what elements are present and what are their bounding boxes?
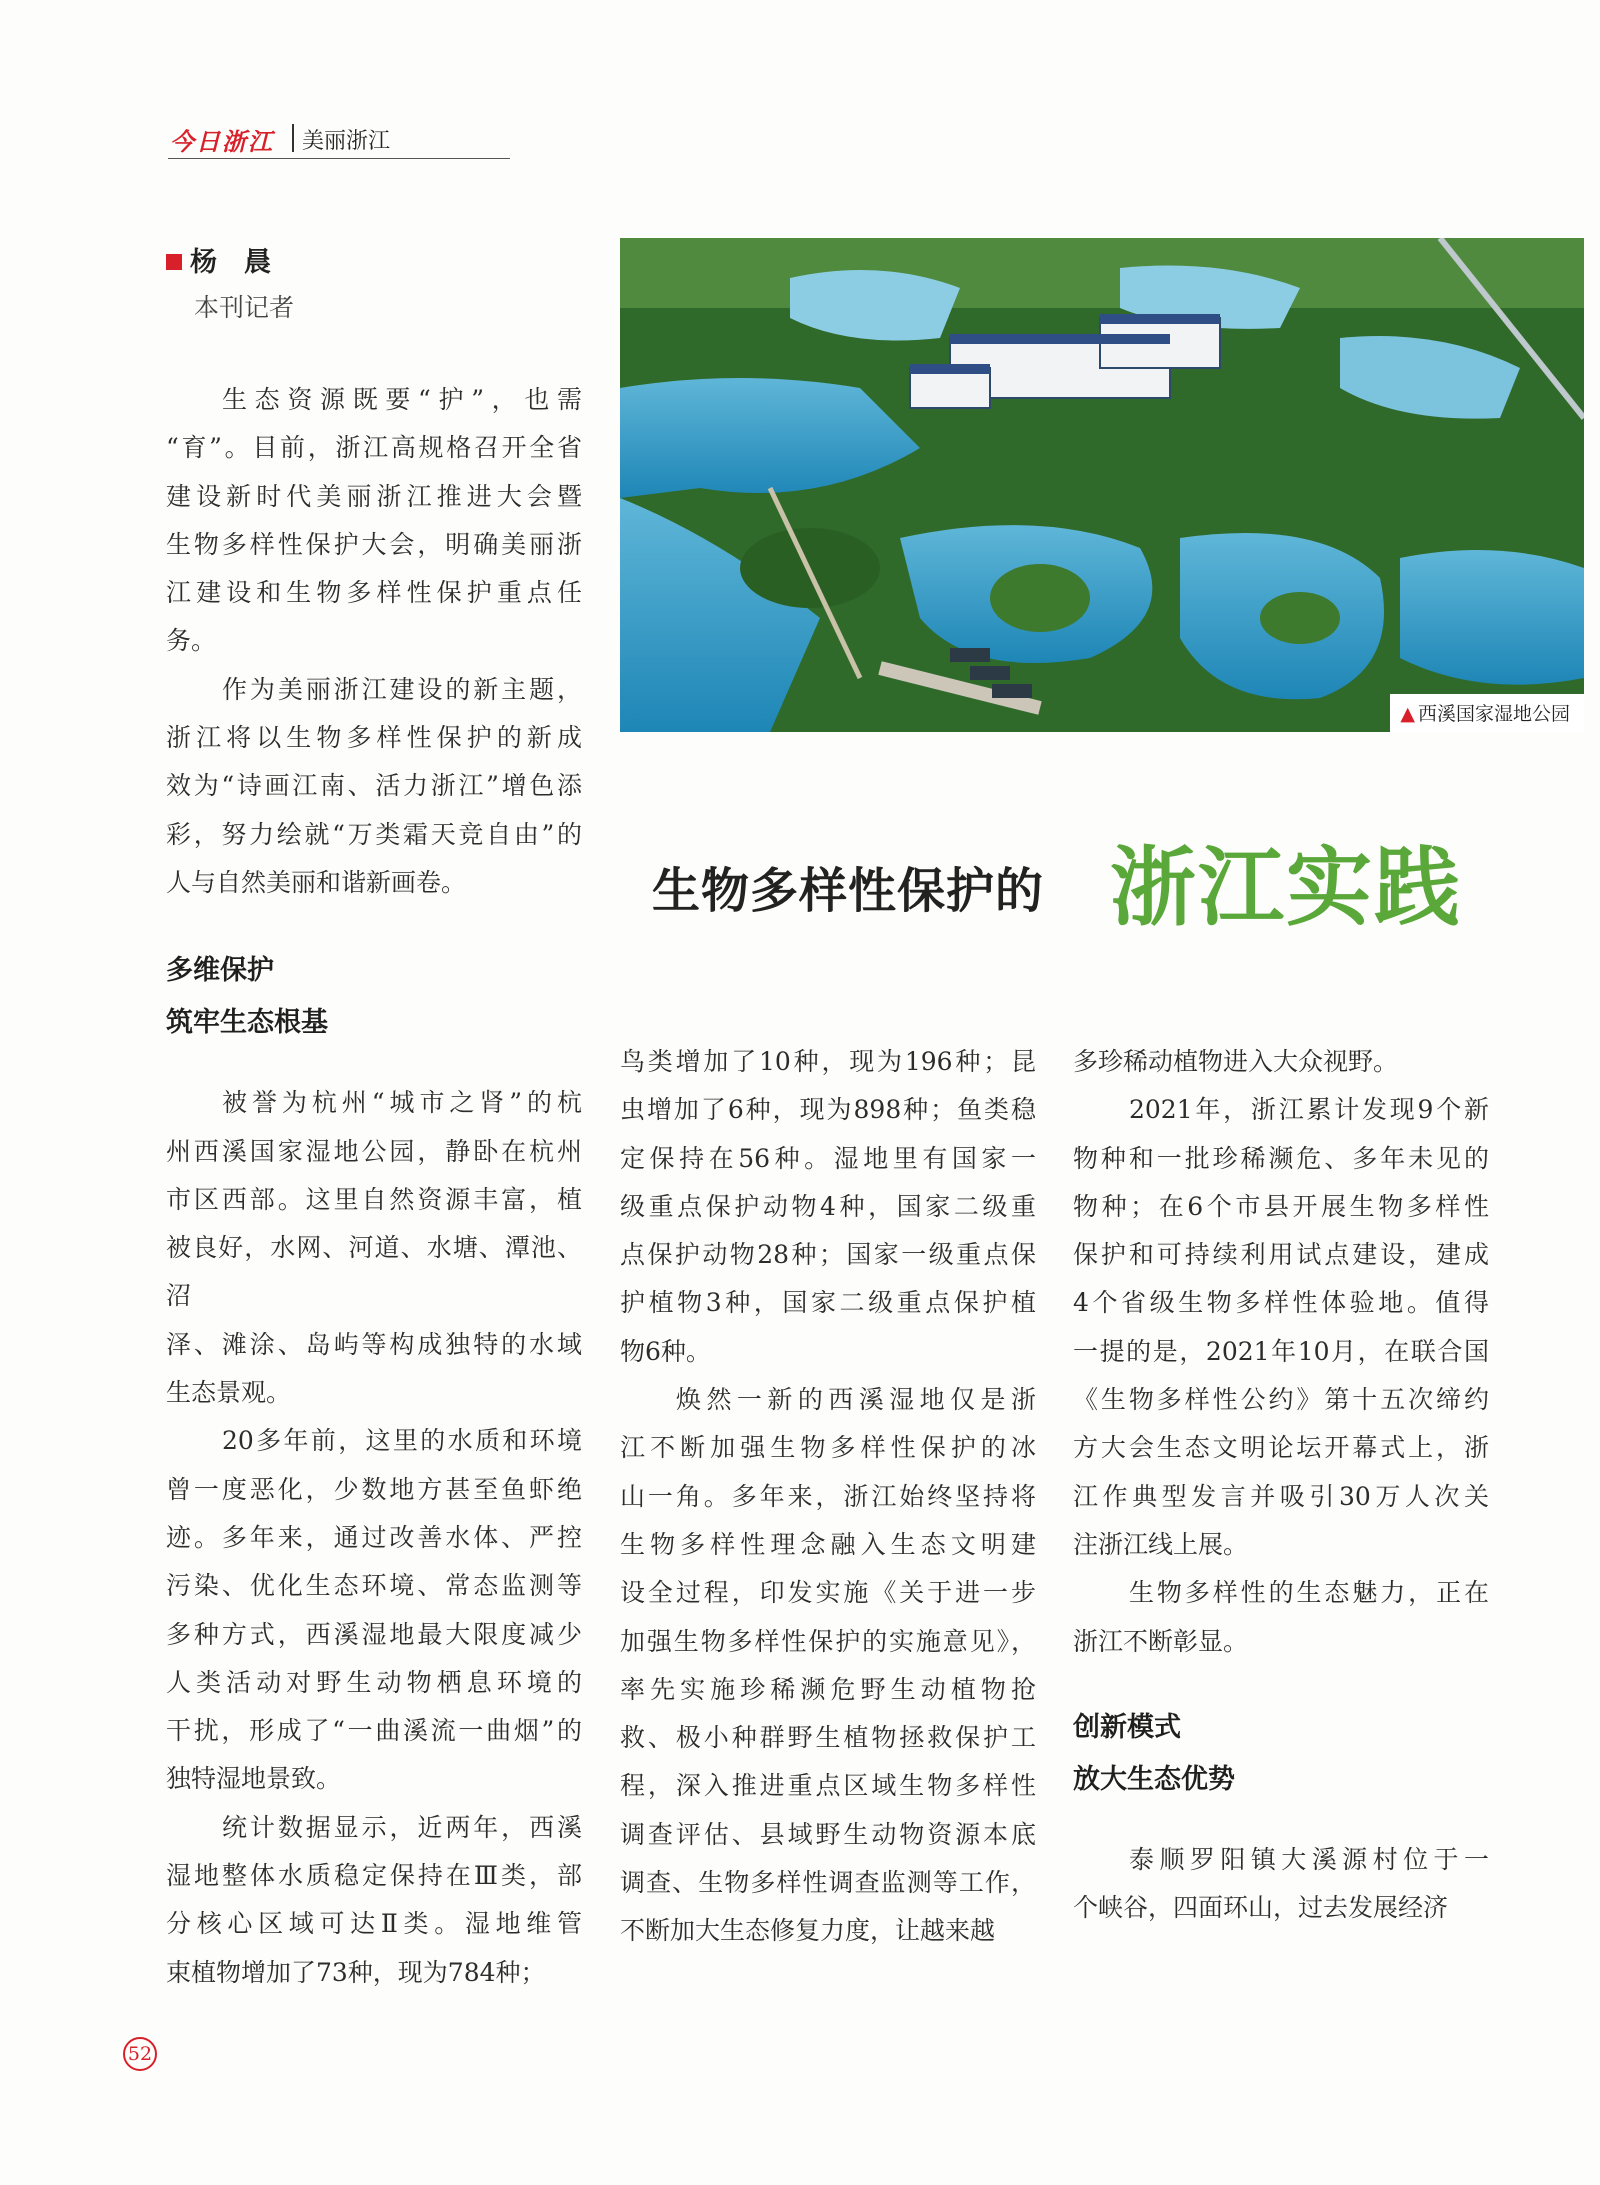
col2-paragraph-2: 焕然一新的西溪湿地仅是浙 江不断加强生物多样性保护的冰 山一角。多年来，浙江始终坚持将 生物多样性理念融入生态文明建 设全过程，印发实施《关于进一步 加强生物多样性保护的实施意见》， 率先实施珍稀濒危野生动植物抢 救、极小种群野生植物拯救保护工 程，深入推进重点区域生物多样性 调查评估、县域野生动物资源本底 调查、生物多样性调查监测等工作， 不断加大生态修复力度，让越来越 [620, 1385, 1036, 1946]
col3-paragraph-1: 多珍稀动植物进入大众视野。 [1073, 1047, 1399, 1076]
caption-triangle-icon: ▲ [1400, 703, 1415, 725]
column-1 [166, 376, 582, 1997]
subheading-1: 多维保护 筑牢生态根基 [166, 955, 328, 1039]
wetland-photo [620, 238, 1584, 732]
column-3 [1073, 1038, 1489, 1932]
col1-paragraph-5: 统计数据显示，近两年，西溪 湿地整体水质稳定保持在Ⅲ类，部 分核心区域可达Ⅱ类。湿地维管 束植物增加了73种，现为784种； [166, 1812, 582, 1987]
page-number: 52 [123, 2037, 157, 2071]
col1-paragraph-2: 作为美丽浙江建设的新主题， 浙江将以生物多样性保护的新成 效为“诗画江南、活力浙江”增色添 彩，努力绘就“万类霜天竞自由”的 人与自然美丽和谐新画卷。 [166, 674, 582, 897]
magazine-logo: 今日浙江 [170, 127, 274, 156]
subheading-2: 创新模式 放大生态优势 [1073, 1711, 1235, 1795]
header-divider [292, 124, 294, 152]
col1-paragraph-1: 生态资源既要“护”，也需 “育”。目前，浙江高规格召开全省 建设新时代美丽浙江推进大会暨 生物多样性保护大会，明确美丽浙 江建设和生物多样性保护重点任 务。 [166, 385, 582, 656]
col3-paragraph-3: 生物多样性的生态魅力，正在 浙江不断彰显。 [1073, 1578, 1489, 1656]
article-title-part1: 生物多样性保护的 [652, 863, 1045, 919]
column-2 [620, 1038, 1036, 1956]
photo-caption: ▲ 西溪国家湿地公园 [1390, 694, 1584, 732]
article-title-part2: 浙江实践 [1110, 838, 1462, 938]
col3-paragraph-2: 2021年，浙江累计发现9个新 物种和一批珍稀濒危、多年未见的 物种；在6个市县开展生物多样性 保护和可持续利用试点建设，建成 4个省级生物多样性体验地。值得 一提的是，2021年10月，在联合国 《生物多样性公约》第十五次缔约 方大会生态文明论坛开幕式上，浙 江作典型发言并吸引30万人次关 注浙江线上展。 [1073, 1095, 1489, 1559]
col1-paragraph-4: 20多年前，这里的水质和环境 曾一度恶化，少数地方甚至鱼虾绝 迹。多年来，通过改善水体、严控 污染、优化生态环境、常态监测等 多种方式，西溪湿地最大限度减少 人类活动对野生动物栖息环境的 干扰，形成了“一曲溪流一曲烟”的 独特湿地景致。 [166, 1426, 582, 1794]
col1-paragraph-3: 被誉为杭州“城市之肾”的杭 州西溪国家湿地公园，静卧在杭州 市区西部。这里自然资源丰富，植 被良好，水网、河道、水塘、潭池、沼 泽、滩涂、岛屿等构成独特的水域 生态景观。 [166, 1088, 582, 1408]
page-header [168, 118, 510, 159]
wetland-aerial-illustration [620, 238, 1584, 732]
author-role: 本刊记者 [194, 293, 295, 322]
author-name: 杨 晨 [166, 240, 271, 279]
author-marker-icon [166, 254, 182, 270]
col3-paragraph-4: 泰顺罗阳镇大溪源村位于一 个峡谷，四面环山，过去发展经济 [1073, 1844, 1489, 1923]
section-label: 美丽浙江 [302, 129, 391, 154]
col2-paragraph-1: 鸟类增加了10种，现为196种；昆 虫增加了6种，现为898种；鱼类稳 定保持在56种。湿地里有国家一 级重点保护动物4种，国家二级重 点保护动物28种；国家一级重点保 护植物3种，国家二级重点保护植 物6种。 [620, 1047, 1036, 1366]
